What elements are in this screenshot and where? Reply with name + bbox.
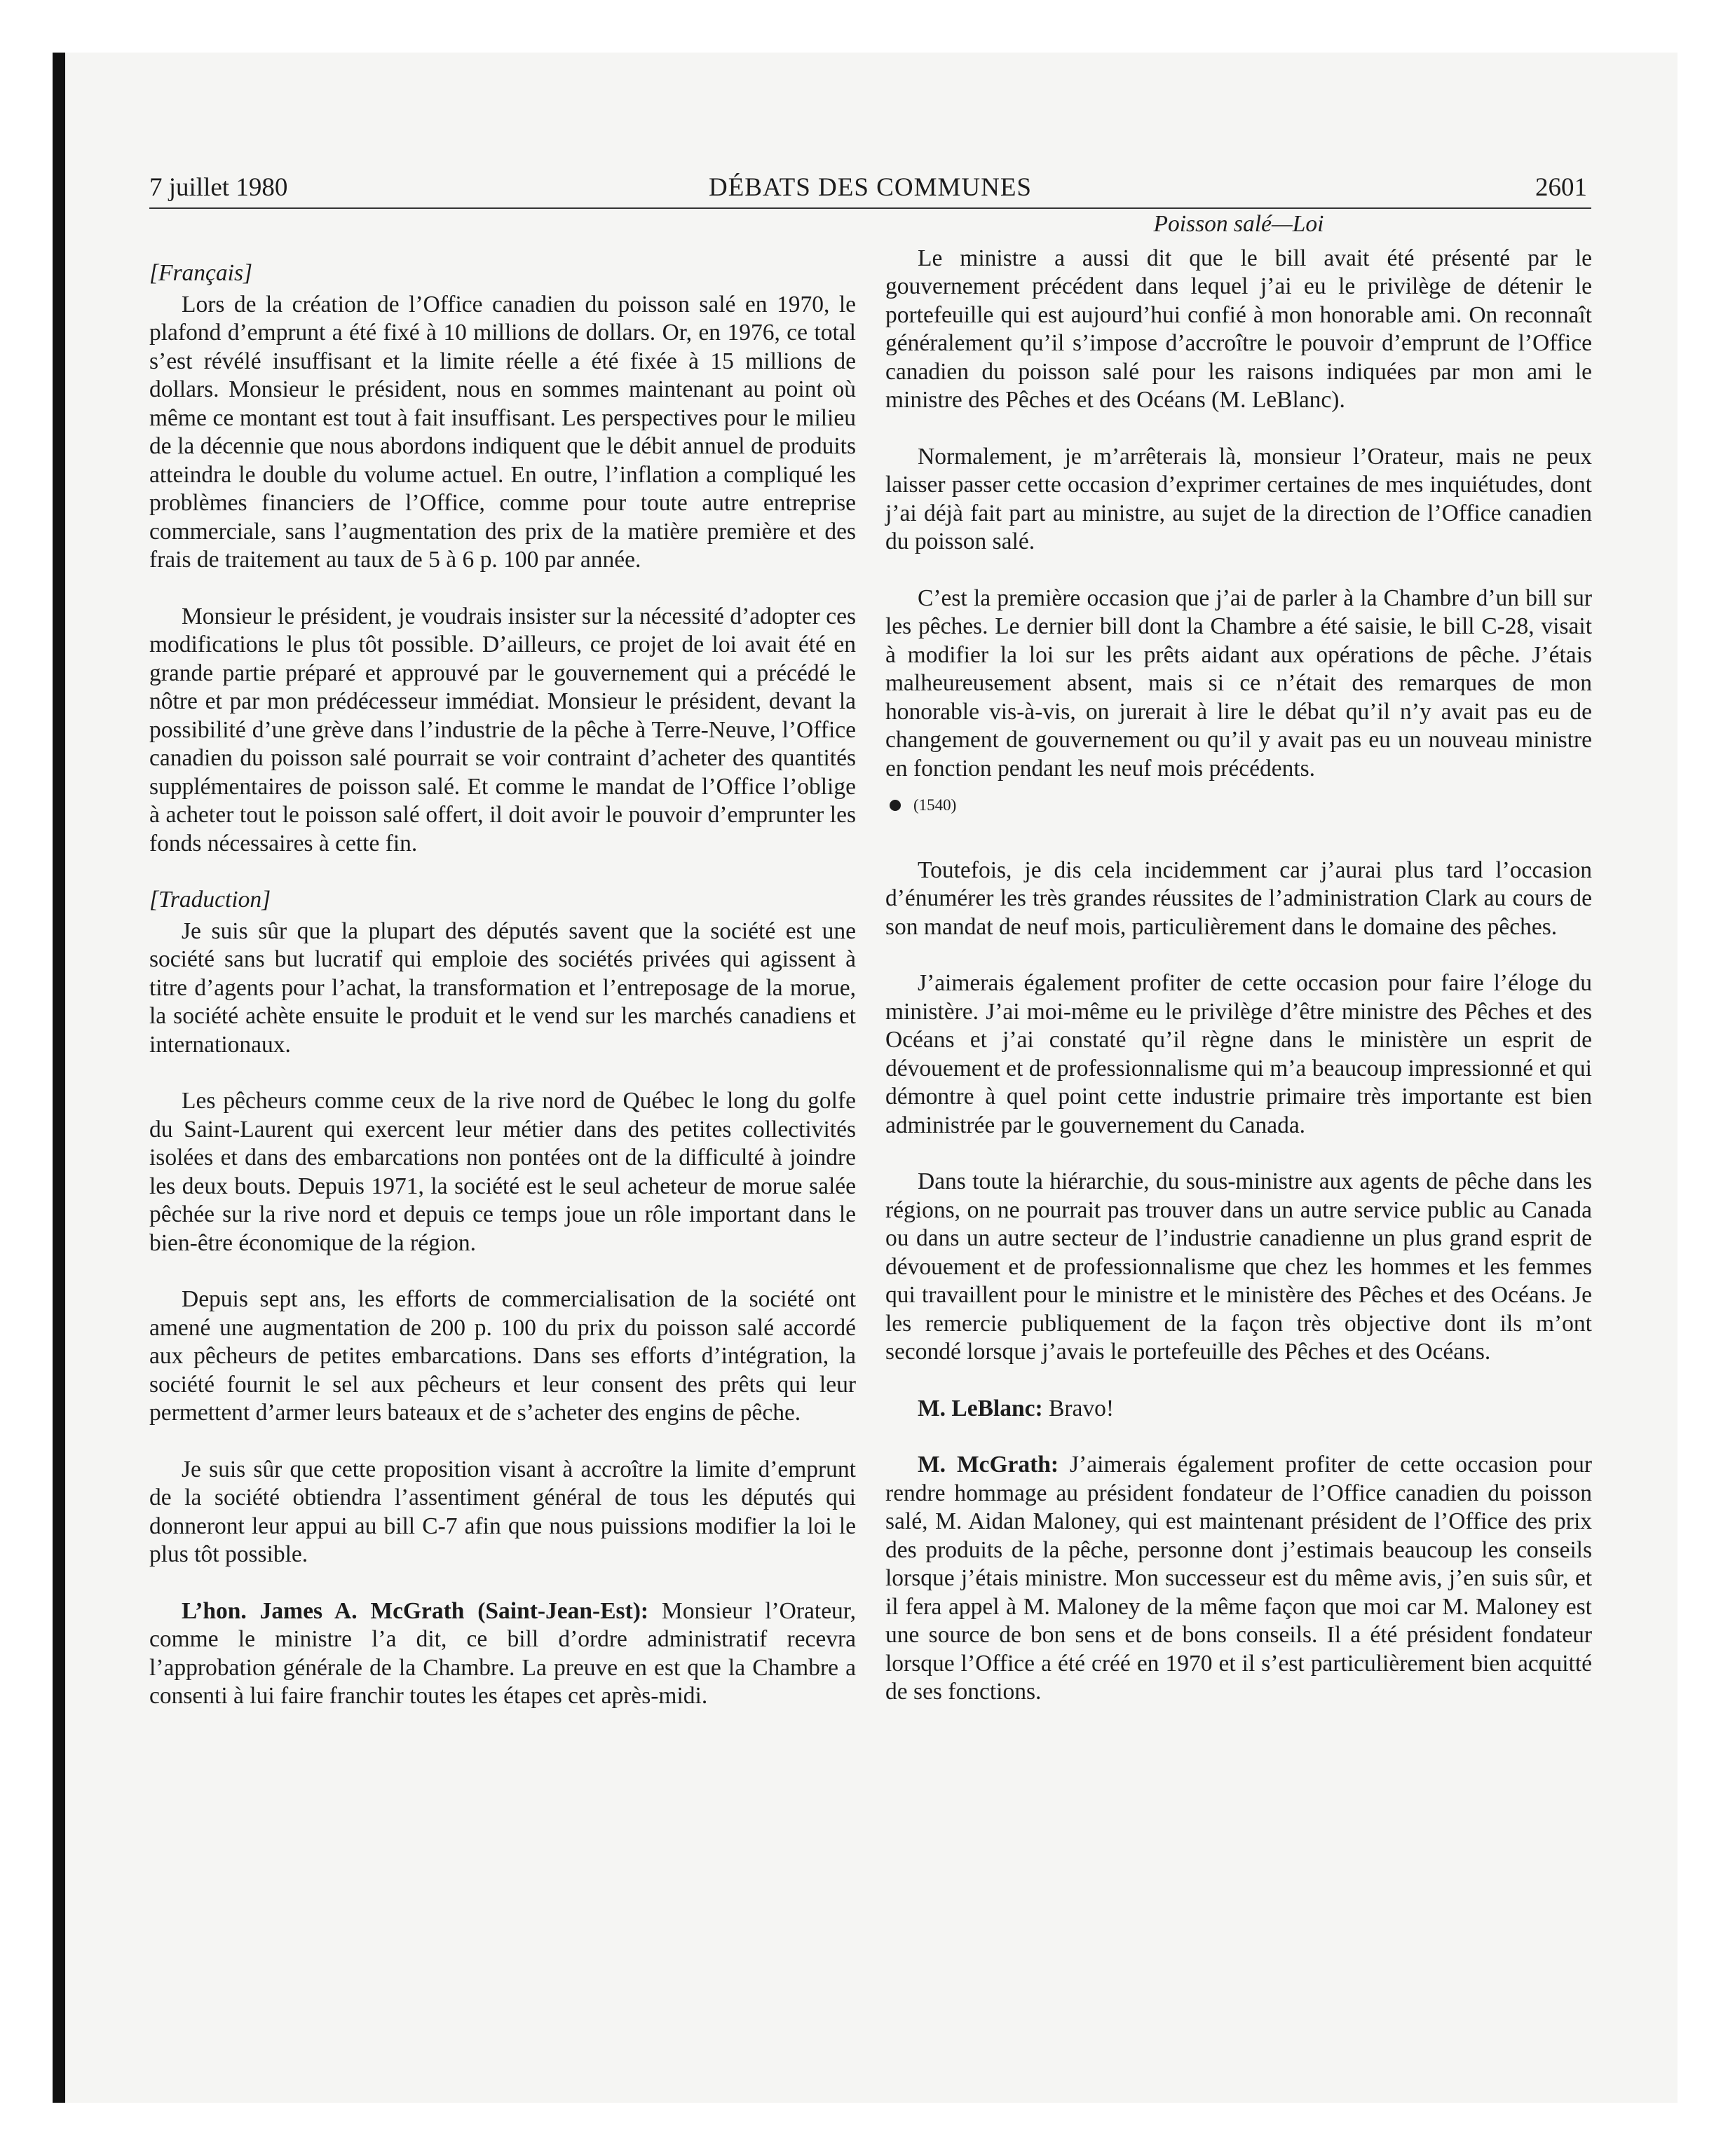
paragraph: Je suis sûr que la plupart des députés savent que la société est une société sans but lucratif qui emploie des sociétés privées qui agissent à titre d’agents pour l’achat, la transformation et l’entreposage de la morue, la société achète ensuite le produit et le vend sur les marchés canadiens et internationaux.: [149, 917, 856, 1058]
speech-text: Monsieur l’Orateur, comme le ministre l’a dit, ce bill d’ordre administratif recevra l’approbation générale de la Chambre. La preuve en est que la Chambre a consenti à lui faire franchir toutes les étapes cet après-midi.: [149, 1597, 856, 1709]
right-column: [885, 210, 1592, 1735]
left-column: [149, 210, 856, 1739]
paragraph: Lors de la création de l’Office canadien du poisson salé en 1970, le plafond d’emprunt a été fixé à 10 millions de dollars. Or, en 1976, ce total s’est révélé insuffisant et la limite réelle a été fixée à 15 millions de dollars. Monsieur le président, nous en sommes maintenant au point où même ce montant est tout à fait insuffisant. Les perspectives pour le milieu de la décennie que nous abordons indiquent que le débit annuel de produits atteindra le double du volume actuel. En outre, l’inflation a compliqué les problèmes financiers de l’Office, comme pour toute autre entreprise commerciale, sans l’augmentation des prix de la matière première et des frais de traitement au taux de 5 à 6 p. 100 par année.: [149, 291, 856, 573]
speech-text: J’aimerais également profiter de cette occasion pour rendre hommage au président fondateur de l’Office canadien du poisson salé, M. Aidan Maloney, qui est maintenant président de l’Office des prix des produits de la pêche, personne dont j’estimais beaucoup les conseils lorsque j’étais ministre. Mon successeur est du même avis, j’en suis sûr, et il fera appel à M. Maloney de la même façon que moi car M. Maloney est une source de bon sens et de bons conseils. Il a été président fondateur lorsque l’Office a été créé en 1970 et il s’est particulièrement bien acquitté de ses fonctions.: [885, 1452, 1592, 1705]
language-tag-french: [Français]: [149, 260, 253, 286]
paragraph: Toutefois, je dis cela incidemment car j’aurai plus tard l’occasion d’énumérer les très grandes réussites de l’administration Clark au cours de son mandat de neuf mois, particulièrement dans le domaine des pêches.: [885, 857, 1592, 940]
speech-paragraph: [885, 1451, 1592, 1707]
paragraph: J’aimerais également profiter de cette occasion pour faire l’éloge du ministère. J’ai moi-même eu le privilège d’être ministre des Pêches et des Océans et j’ai constaté qu’il règne dans le ministère un esprit de dévouement et de professionnalisme qui m’a beaucoup impressionné et qui démontre à quel point cette industrie primaire très importante est bien administrée par le gouvernement du Canada.: [885, 970, 1592, 1138]
language-tag-translation: [Traduction]: [149, 887, 271, 913]
speech-paragraph: [149, 1597, 856, 1711]
speaker-name: M. LeBlanc:: [918, 1395, 1043, 1421]
paragraph: Normalement, je m’arrêterais là, monsieur l’Orateur, mais ne peux laisser passer cette occasion d’exprimer certaines de mes inquiétudes, dont j’ai déjà fait part au ministre, au sujet de la direction de l’Office canadien du poisson salé.: [885, 443, 1592, 554]
paragraph: Monsieur le président, je voudrais insister sur la nécessité d’adopter ces modifications le plus tôt possible. D’ailleurs, ce projet de loi avait été en grande partie préparé et approuvé par le gouvernement qui a précédé le nôtre et par mon prédécesseur immédiat. Monsieur le président, devant la possibilité d’une grève dans l’industrie de la pêche à Terre-Neuve, l’Office canadien du poisson salé pourrait se voir contraint d’acheter des quantités supplémentaires de poisson salé. Et comme le mandat de l’Office l’oblige à acheter tout le poisson salé offert, il doit avoir le pouvoir d’emprunter les fonds nécessaires à cette fin.: [149, 603, 856, 857]
paragraph: Dans toute la hiérarchie, du sous-ministre aux agents de pêche dans les régions, on ne pourrait pas trouver dans un autre service public au Canada ou dans un autre secteur de l’industrie canadienne un plus grand esprit de dévouement et de professionnalisme que chez les hommes et les femmes qui travaillent pour le ministre et le ministère des Pêches et des Océans. Je les remercie publiquement de la façon très objective dont ils m’ont secondé lorsque j’avais le portefeuille des Pêches et des Océans.: [885, 1168, 1592, 1365]
page-header: [149, 168, 1591, 209]
header-title: DÉBATS DES COMMUNES: [708, 173, 1032, 202]
paragraph: Le ministre a aussi dit que le bill avait été présenté par le gouvernement précédent dans lequel j’ai eu le privilège de détenir le portefeuille qui est aujourd’hui confié à mon honorable ami. On reconnaît généralement qu’il s’impose d’accroître le pouvoir d’emprunt de l’Office canadien du poisson salé pour les raisons indiquées par mon ami le ministre des Pêches et des Océans (M. LeBlanc).: [885, 245, 1592, 413]
speech-text: Bravo!: [1042, 1395, 1115, 1421]
header-date: 7 juillet 1980: [149, 173, 288, 202]
scan-edge-border: [53, 53, 65, 2103]
bullet-icon: [890, 800, 901, 811]
paragraph: Je suis sûr que cette proposition visant à accroître la limite d’emprunt de la société obtiendra l’assentiment général de tous les députés qui donneront leur appui au bill C-7 afin que nous puissions modifier la loi le plus tôt possible.: [149, 1456, 856, 1567]
paragraph: C’est la première occasion que j’ai de parler à la Chambre d’un bill sur les pêches. Le dernier bill dont la Chambre a été saisie, le bill C-28, visait à modifier la loi sur les prêts aidant aux opérations de pêche. J’étais malheureusement absent, mais si ce n’était des remarques de mon honorable vis-à-vis, on jurerait à lire le débat qu’il n’y avait pas eu de changement de gouvernement ou qu’il y avait pas eu un nouveau ministre en fonction pendant les neuf mois précédents.: [885, 585, 1592, 782]
paragraph: Depuis sept ans, les efforts de commercialisation de la société ont amené une augmentation de 200 p. 100 du prix du poisson salé accordé aux pêcheurs de petites embarcations. Dans ses efforts d’intégration, la société fournit le sel aux pêcheurs et leur consent des prêts qui leur permettent d’armer leurs bateaux et de s’acheter des engins de pêche.: [149, 1286, 856, 1426]
speech-paragraph: [885, 1395, 1592, 1424]
paragraph: Les pêcheurs comme ceux de la rive nord de Québec le long du golfe du Saint-Laurent qui exercent leur métier dans des petites collectivités isolées et dans des embarcations non pontées ont de la difficulté à joindre les deux bouts. Depuis 1971, la société est le seul acheteur de morue salée pêchée sur la rive nord et depuis ce temps joue un rôle important dans le bien-être économique de la région.: [149, 1088, 856, 1256]
time-marker-label: (1540): [913, 796, 957, 814]
header-page-number: 2601: [1535, 173, 1587, 202]
speaker-name: M. McGrath:: [918, 1452, 1059, 1478]
speaker-name: L’hon. James A. McGrath (Saint-Jean-Est):: [182, 1597, 649, 1624]
running-head: Poisson salé—Loi: [1153, 211, 1324, 237]
time-marker: [885, 791, 1592, 820]
